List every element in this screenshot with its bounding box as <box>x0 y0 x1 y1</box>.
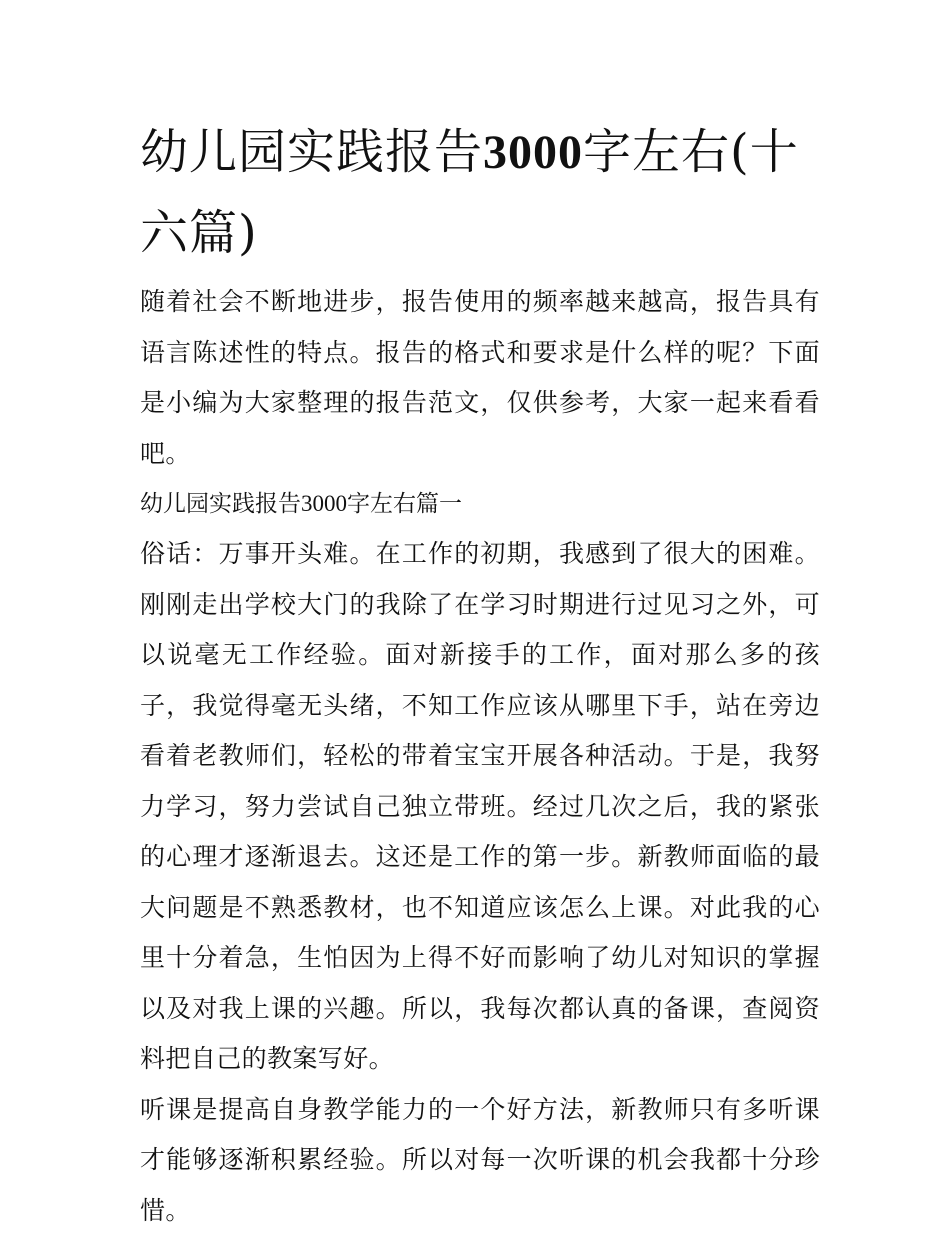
section-heading: 幼儿园实践报告3000字左右篇一 <box>140 479 820 529</box>
body-paragraph-2: 听课是提高自身教学能力的一个好方法，新教师只有多听课才能够逐渐积累经验。所以对每一次听课的机会我都十分珍惜。 <box>140 1085 820 1236</box>
intro-paragraph: 随着社会不断地进步，报告使用的频率越来越高，报告具有语言陈述性的特点。报告的格式和要求是什么样的呢？下面是小编为大家整理的报告范文，仅供参考，大家一起来看看吧。 <box>140 277 820 479</box>
number-text: 3000 <box>301 491 347 516</box>
document-title: 幼儿园实践报告3000字左右(十六篇) <box>140 112 820 273</box>
number-text: 3000 <box>483 126 583 179</box>
body-paragraph-1: 俗话：万事开头难。在工作的初期，我感到了很大的困难。刚刚走出学校大门的我除了在学习时期进行过见习之外，可以说毫无工作经验。面对新接手的工作，面对那么多的孩子，我觉得毫无头绪，不知工作应该从哪里下手，站在旁边看着老教师们，轻松的带着宝宝开展各种活动。于是，我努力学习，努力尝试自己独立带班。经过几次之后，我的紧张的心理才逐渐退去。这还是工作的第一步。新教师面临的最大问题是不熟悉教材，也不知道应该怎么上课。对此我的心里十分着急，生怕因为上得不好而影响了幼儿对知识的掌握以及对我上课的兴趣。所以，我每次都认真的备课，查阅资料把自己的教案写好。 <box>140 529 820 1085</box>
document-body <box>140 277 820 1236</box>
